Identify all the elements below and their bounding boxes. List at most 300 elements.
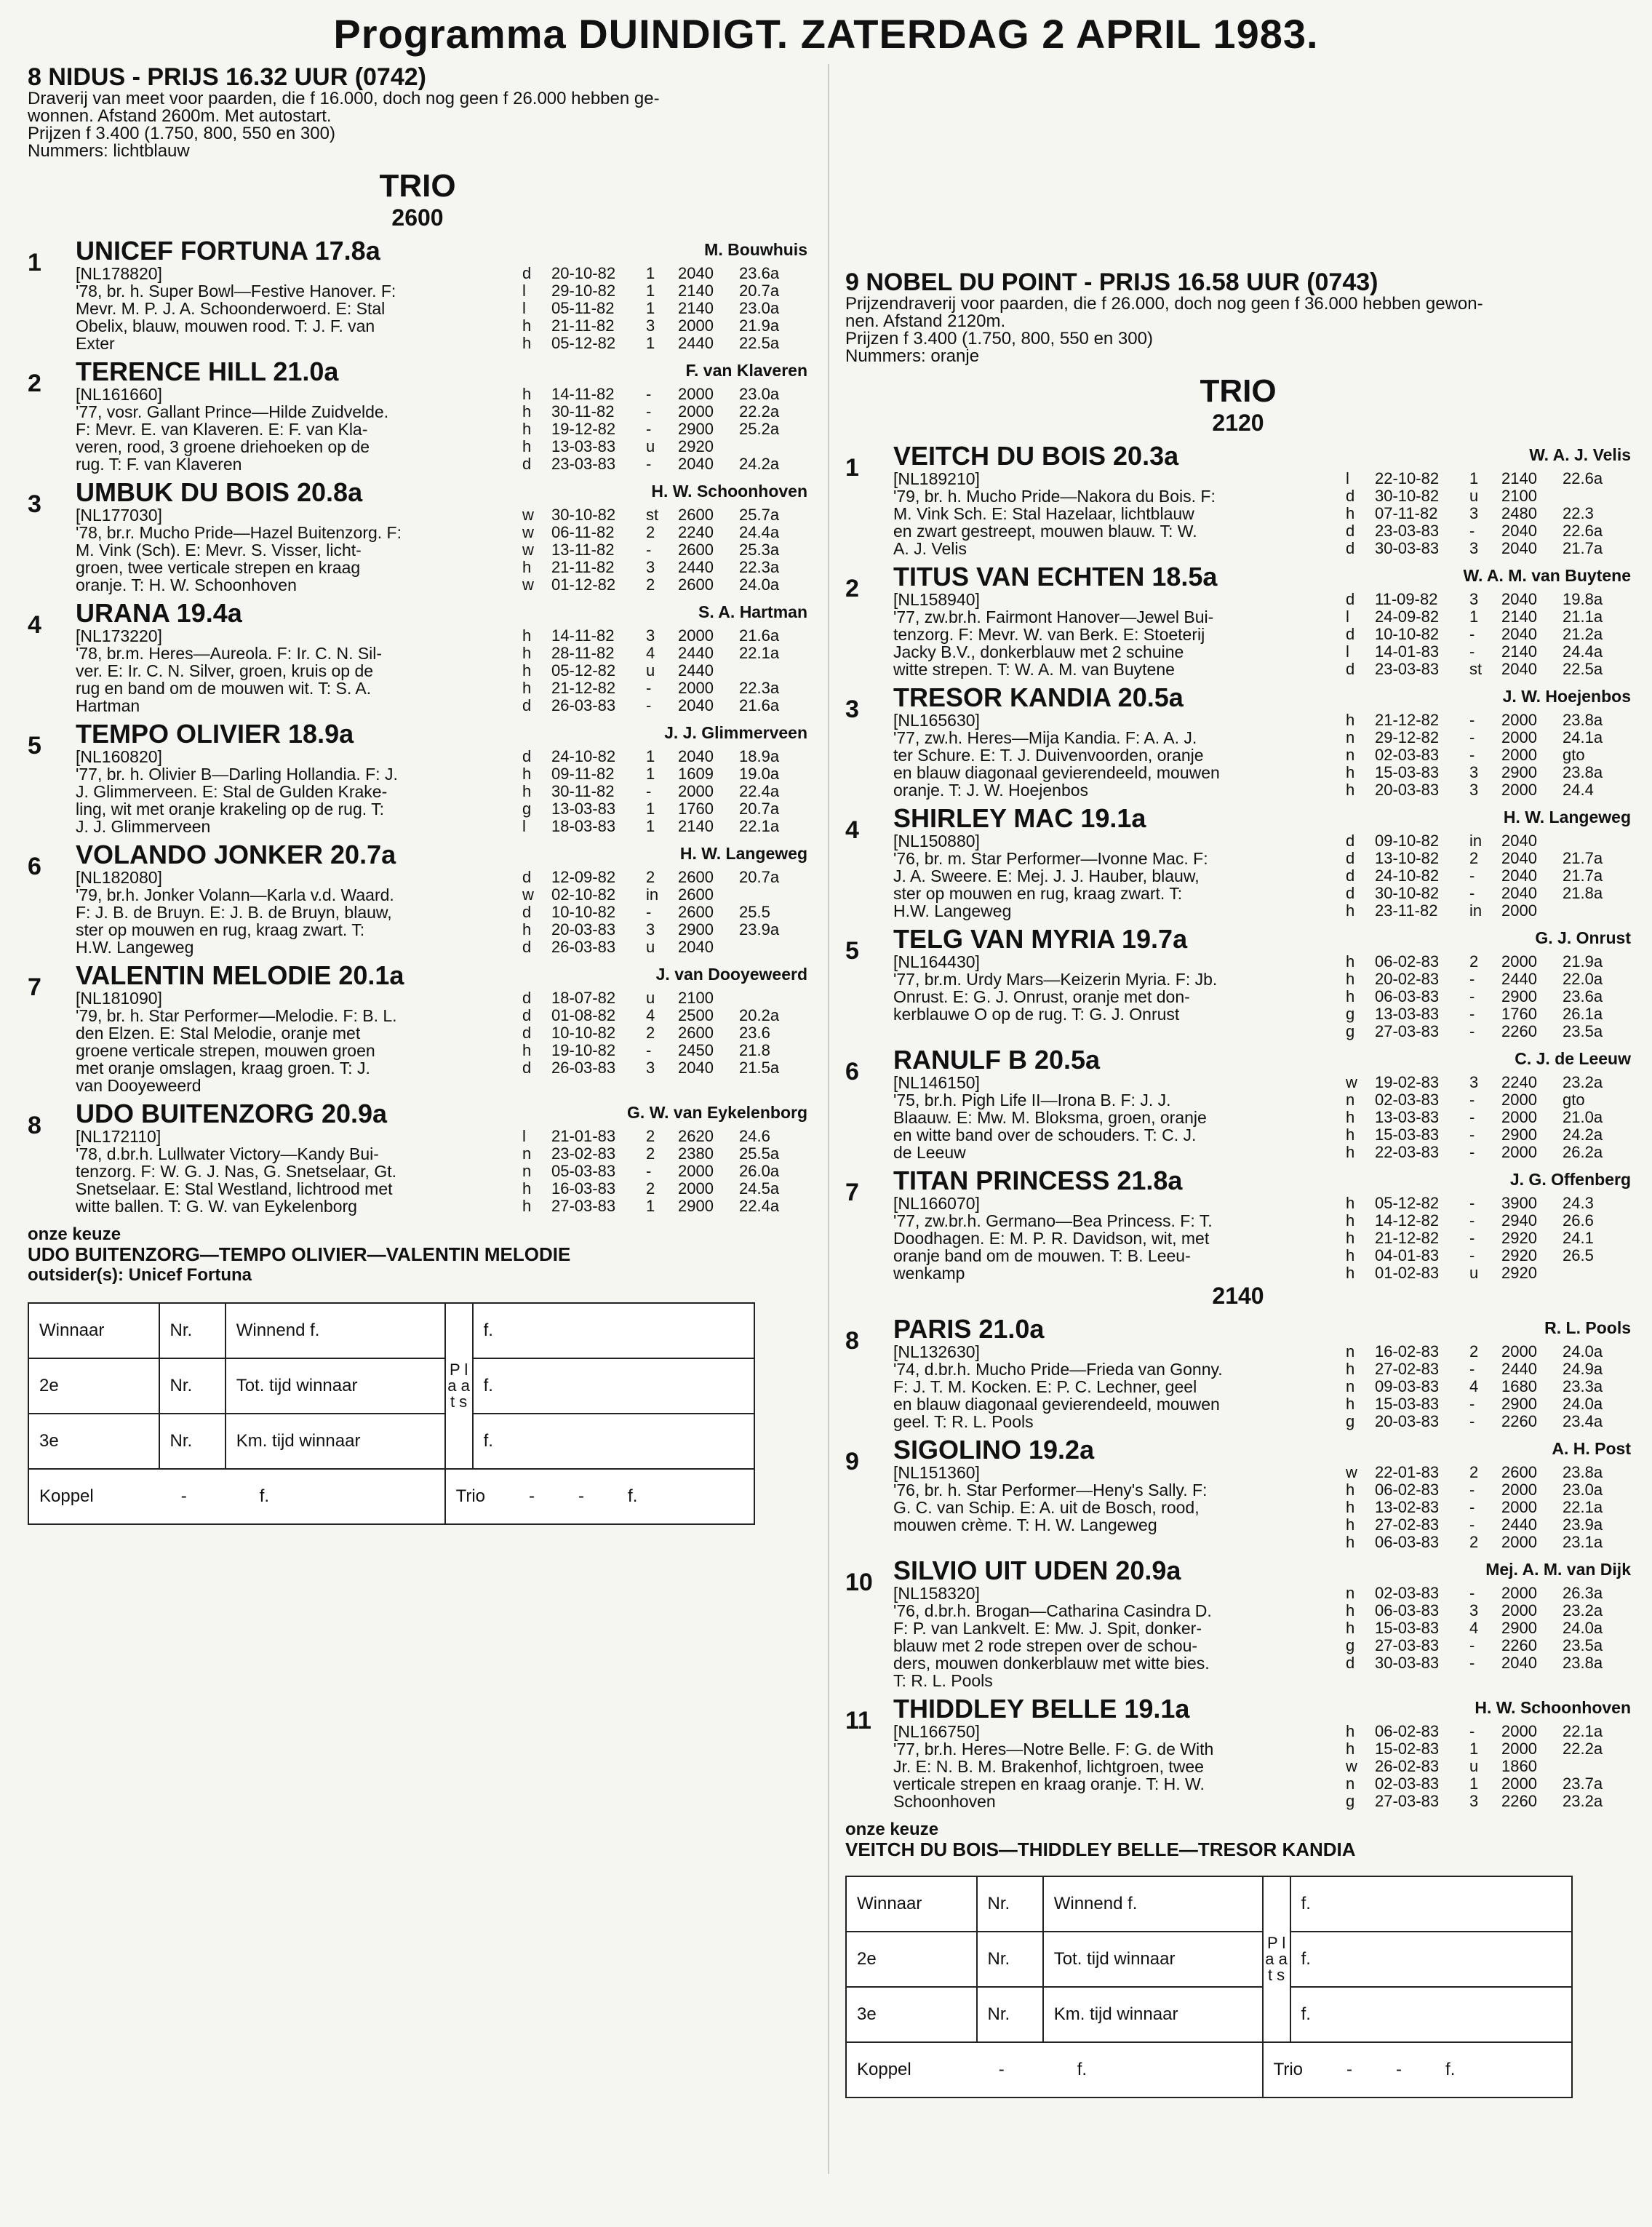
result-cell: 2040	[1501, 1654, 1537, 1672]
result-cell: 2000	[1501, 901, 1537, 920]
bet-amount: f.	[473, 1303, 754, 1358]
result-cell: 20-02-83	[1375, 970, 1440, 988]
result-cell: 2040	[678, 1059, 714, 1077]
result-cell: 2000	[1501, 1143, 1537, 1161]
result-row	[551, 576, 807, 594]
horse-entry	[845, 1557, 1631, 1689]
result-cell: 1	[1469, 1774, 1479, 1793]
result-row	[1375, 1464, 1631, 1481]
keuze-label: onze keuze	[845, 1820, 939, 1839]
result-row	[551, 1145, 807, 1163]
result-cell: 2	[1469, 849, 1479, 867]
bet-trio-part: -	[1396, 2060, 1402, 2079]
result-cell: 23.8a	[1563, 1463, 1603, 1481]
horse-info	[893, 1315, 1343, 1430]
result-cell: 20-03-83	[1375, 1412, 1440, 1430]
result-cell: 21.8a	[1563, 884, 1603, 902]
result-cell: 09-03-83	[1375, 1377, 1440, 1395]
result-cell: 02-10-82	[551, 885, 616, 904]
result-row	[1375, 1602, 1631, 1620]
result-cell: 12-09-82	[551, 868, 616, 886]
result-row	[1375, 729, 1631, 746]
result-cell: 21.7a	[1563, 849, 1603, 867]
result-cell: 2040	[1501, 832, 1537, 850]
horse-trainer: M. Bouwhuis	[704, 240, 807, 259]
bet-field: Tot. tijd winnaar	[226, 1358, 445, 1414]
result-row	[1375, 591, 1631, 608]
bet-form	[845, 1876, 1631, 2098]
horse-info	[893, 1695, 1343, 1810]
result-cell: 26-02-83	[1375, 1757, 1440, 1775]
bet-nr: Nr.	[159, 1414, 226, 1469]
horse-name: THIDDLEY BELLE 19.1a	[893, 1694, 1190, 1724]
result-cell: 24.2a	[1563, 1126, 1603, 1144]
bet-amount: f.	[1290, 1876, 1572, 1932]
horse-number: 5	[28, 732, 41, 760]
bet-field: Km. tijd winnaar	[1043, 1987, 1263, 2042]
result-cell: 23.1a	[1563, 1533, 1603, 1551]
result-row	[551, 421, 807, 438]
horse-name: SHIRLEY MAC 19.1a	[893, 803, 1146, 833]
result-cell: 3	[1469, 1792, 1479, 1810]
horse-trainer: G. J. Onrust	[1535, 928, 1631, 947]
race-9-column	[845, 269, 1631, 2098]
result-row	[1375, 867, 1631, 885]
result-cell: 2600	[678, 575, 714, 594]
result-cell: 22-10-82	[1375, 469, 1440, 487]
result-cell: 01-08-82	[551, 1006, 616, 1024]
result-row	[1375, 764, 1631, 781]
bet-form	[28, 1302, 807, 1525]
result-cell: st	[1469, 660, 1483, 678]
result-row	[551, 1128, 807, 1145]
result-cell: 2440	[1501, 970, 1537, 988]
race-description: Draverij van meet voor paarden, die f 16.000, doch nog geen f 26.000 hebben ge- wonnen. Afstand 2600m. Met autostart. Prijzen f 3.400 (1.750, 800, 550 en 300) Nummers: lichtblauw	[28, 89, 660, 161]
result-row	[1375, 470, 1631, 487]
result-cell: 2	[646, 868, 655, 886]
result-cell: 2000	[1501, 1722, 1537, 1740]
result-cell: 2040	[1501, 867, 1537, 885]
result-cell: 3	[1469, 504, 1479, 522]
result-cell: 1	[1469, 469, 1479, 487]
track-codes: d w d h d	[522, 868, 534, 956]
horse-code: [NL166070]	[893, 1194, 980, 1213]
result-cell	[1563, 1758, 1631, 1775]
horse-description: '78, br. h. Super Bowl—Festive Hanover. F: Mevr. M. P. J. A. Schoonderwoerd. E: Stal Obelix, blauw, mouwen rood. T: J. F. van Exter	[76, 282, 396, 353]
result-row	[1375, 902, 1631, 920]
result-cell: 2000	[678, 316, 714, 335]
result-cell: -	[1469, 625, 1475, 643]
result-cell	[739, 939, 807, 956]
result-row	[551, 645, 807, 662]
bet-trio-part: Trio	[455, 1486, 486, 1506]
result-cell: -	[1469, 1722, 1475, 1740]
result-cell: 13-10-82	[1375, 849, 1440, 867]
result-cell: 2100	[678, 989, 714, 1007]
result-cell	[739, 438, 807, 455]
result-cell: 21-01-83	[551, 1127, 616, 1145]
result-cell: 21.1a	[1563, 607, 1603, 626]
result-cell: -	[1469, 1091, 1475, 1109]
result-cell: 24.0a	[1563, 1395, 1603, 1413]
result-cell: 25.2a	[739, 420, 780, 438]
result-cell: 06-02-83	[1375, 952, 1440, 971]
distance-heading: 2120	[1212, 410, 1264, 436]
horse-code: [NL181090]	[76, 989, 162, 1008]
result-cell: 21.2a	[1563, 625, 1603, 643]
horse-number: 2	[28, 370, 41, 397]
bet-koppel-part: f.	[259, 1486, 270, 1506]
result-cell: 02-03-83	[1375, 1774, 1440, 1793]
horse-entry	[28, 720, 807, 835]
result-cell: 2000	[1501, 1498, 1537, 1516]
result-row	[1375, 505, 1631, 522]
horse-info	[893, 1046, 1343, 1161]
result-cell: 21.9a	[739, 316, 780, 335]
result-cell: 22.0a	[1563, 970, 1603, 988]
result-cell: 22.5a	[739, 334, 780, 352]
result-row	[551, 1024, 807, 1042]
horse-number: 1	[845, 454, 859, 482]
result-cell: 14-11-82	[551, 385, 615, 403]
result-row	[1375, 1074, 1631, 1091]
result-row	[1375, 1758, 1631, 1775]
result-cell: -	[1469, 1498, 1475, 1516]
result-row	[551, 886, 807, 904]
result-cell: 23.6a	[739, 264, 780, 282]
result-cell: 02-03-83	[1375, 1584, 1440, 1602]
bet-trio-part: f.	[1445, 2060, 1456, 2079]
result-cell: 23.2a	[1563, 1073, 1603, 1091]
result-cell: 1760	[1501, 1005, 1537, 1023]
result-cell: -	[1469, 1211, 1475, 1230]
result-cell: 24.1	[1563, 1229, 1594, 1247]
result-row	[1375, 781, 1631, 799]
result-cell: 09-10-82	[1375, 832, 1440, 850]
result-cell: u	[1469, 1264, 1479, 1282]
result-cell: 21.9a	[1563, 952, 1603, 971]
result-row	[1375, 746, 1631, 764]
result-cell: 2000	[1501, 728, 1537, 746]
result-row	[1375, 1585, 1631, 1602]
result-row	[1375, 1023, 1631, 1040]
result-cell: 2600	[678, 1024, 714, 1042]
bet-field: Winnend f.	[226, 1303, 445, 1358]
result-row	[1375, 643, 1631, 661]
result-row	[1375, 1360, 1631, 1378]
horse-info	[76, 962, 519, 1094]
result-cell: 02-03-83	[1375, 1091, 1440, 1109]
horse-name: TERENCE HILL 21.0a	[76, 356, 339, 386]
result-row	[551, 282, 807, 300]
result-cell: 24.3	[1563, 1194, 1594, 1212]
horse-info	[893, 1167, 1343, 1282]
bet-amount: f.	[1290, 1987, 1572, 2042]
bet-label: 2e	[846, 1932, 977, 1987]
horse-name: TEMPO OLIVIER 18.9a	[76, 719, 354, 749]
result-cell: 22.5a	[1563, 660, 1603, 678]
race-header: 9 NOBEL DU POINT - PRIJS 16.58 UUR (0743)	[845, 268, 1378, 296]
result-row	[551, 697, 807, 714]
bet-amount: f.	[473, 1414, 754, 1469]
result-row	[551, 559, 807, 576]
result-cell: 07-11-82	[1375, 504, 1438, 522]
result-cell: 3	[646, 920, 655, 939]
result-cell: 14-01-83	[1375, 642, 1440, 661]
result-row	[551, 783, 807, 800]
result-row	[1375, 1378, 1631, 1395]
result-cell: -	[646, 903, 652, 921]
result-row	[1375, 1109, 1631, 1126]
track-codes: h h h h d	[522, 385, 532, 473]
result-cell: 01-02-83	[1375, 1264, 1440, 1282]
horse-entry	[28, 599, 807, 714]
result-cell: 1	[646, 299, 655, 317]
result-cell: 23.0a	[739, 385, 780, 403]
horse-trainer: R. L. Pools	[1544, 1318, 1631, 1337]
result-cell: 27-02-83	[1375, 1515, 1440, 1534]
result-cell: 19-12-82	[551, 420, 616, 438]
result-row	[1375, 988, 1631, 1005]
horse-number: 8	[28, 1112, 41, 1139]
horse-trainer: J. van Dooyeweerd	[655, 965, 807, 984]
result-cell: 2240	[678, 523, 714, 541]
result-cell: -	[1469, 1395, 1475, 1413]
horse-code: [NL166750]	[893, 1722, 980, 1741]
horse-info	[893, 684, 1343, 799]
result-cell: 25.5	[739, 903, 770, 921]
result-row	[1375, 1499, 1631, 1516]
result-cell: 20-03-83	[551, 920, 616, 939]
track-codes: h h h g g	[1346, 952, 1355, 1040]
horse-trainer: H. W. Langeweg	[1503, 808, 1631, 826]
result-cell: 1609	[678, 765, 714, 783]
result-row	[551, 265, 807, 282]
horse-name: TITAN PRINCESS 21.8a	[893, 1166, 1183, 1195]
result-cell: 26-03-83	[551, 696, 616, 714]
result-cell: 2900	[678, 420, 714, 438]
horse-code: [NL165630]	[893, 711, 980, 730]
result-cell: 24.6	[739, 1127, 770, 1145]
horse-entry	[845, 1046, 1631, 1161]
result-cell: 2500	[678, 1006, 714, 1024]
result-cell: -	[646, 420, 652, 438]
horse-code: [NL178820]	[76, 264, 162, 283]
result-cell: 21.6a	[739, 626, 780, 645]
horse-description: '77, br.m. Urdy Mars—Keizerin Myria. F: Jb. Onrust. E: G. J. Onrust, oranje met don- kerblauwe O op de rug. T: G. J. Onrust	[893, 970, 1218, 1024]
result-cell: 18-07-82	[551, 989, 616, 1007]
result-row	[551, 765, 807, 783]
distance-heading-2: 2140	[1212, 1283, 1264, 1309]
horse-trainer: H. W. Schoonhoven	[651, 482, 807, 501]
result-cell: 23.8a	[1563, 1654, 1603, 1672]
result-cell: 1	[646, 282, 655, 300]
result-cell: 21.0a	[1563, 1108, 1603, 1126]
result-row	[1375, 712, 1631, 729]
horse-info	[893, 1557, 1343, 1689]
result-cell: -	[646, 541, 652, 559]
bet-trio	[445, 1469, 754, 1524]
result-cell	[739, 662, 807, 680]
result-cell: 19.0a	[739, 765, 780, 783]
result-cell: 22.6a	[1563, 469, 1603, 487]
result-cell: 06-02-83	[1375, 1722, 1440, 1740]
result-cell: u	[646, 989, 655, 1007]
result-cell: 3	[1469, 590, 1479, 608]
track-codes: h h h h h	[1346, 1194, 1355, 1282]
horse-name: UDO BUITENZORG 20.9a	[76, 1099, 388, 1128]
result-cell: 2000	[1501, 1601, 1537, 1620]
horse-trainer: C. J. de Leeuw	[1515, 1049, 1631, 1068]
result-row	[551, 541, 807, 559]
result-cell: 25.7a	[739, 506, 780, 524]
horse-trainer: A. H. Post	[1552, 1439, 1631, 1458]
result-cell: 27-02-83	[1375, 1360, 1440, 1378]
horse-description: '76, d.br.h. Brogan—Catharina Casindra D. F: P. van Lankvelt. E: Mw. J. Spit, donker- blauw met 2 rode strepen over de schou- ders, mouwen donkerblauw met witte bies. T: R. L. Pools	[893, 1601, 1212, 1690]
horse-description: '74, d.br.h. Mucho Pride—Frieda van Gonny. F: J. T. M. Kocken. E: P. C. Lechner, geel en blauw diagonaal gevierendeeld, mouwen geel. T: R. L. Pools	[893, 1360, 1223, 1431]
horse-description: '79, br.h. Jonker Volann—Karla v.d. Waard. F: J. B. de Bruyn. E: J. B. de Bruyn, blauw, ster op mouwen en rug, kraag zwart. T: H.W. Langeweg	[76, 885, 394, 957]
race-8-column	[28, 64, 807, 1525]
result-row	[551, 335, 807, 352]
result-cell: 19-02-83	[1375, 1073, 1440, 1091]
result-cell: 22.3	[1563, 504, 1594, 522]
result-cell: 19.8a	[1563, 590, 1603, 608]
result-cell: 2920	[678, 437, 714, 455]
result-cell: 4	[646, 644, 655, 662]
result-row	[551, 904, 807, 921]
result-cell: 2100	[1501, 487, 1537, 505]
result-cell: in	[1469, 832, 1483, 850]
result-cell: 15-03-83	[1375, 763, 1440, 781]
horse-entry	[845, 1167, 1631, 1282]
result-cell: 2040	[678, 696, 714, 714]
result-cell	[1563, 487, 1631, 505]
result-cell: 24.0a	[739, 575, 780, 594]
result-row	[551, 386, 807, 403]
horse-entry	[28, 841, 807, 956]
horse-info	[893, 442, 1343, 557]
result-row	[1375, 1247, 1631, 1264]
bet-nr: Nr.	[159, 1358, 226, 1414]
column-divider	[828, 64, 829, 2174]
horse-code: [NL172110]	[76, 1127, 161, 1146]
horse-number: 7	[845, 1179, 859, 1206]
result-row	[1375, 661, 1631, 678]
result-cell: -	[646, 782, 652, 800]
result-cell: 22.1a	[739, 644, 780, 662]
result-cell: 22.1a	[1563, 1498, 1603, 1516]
result-row	[1375, 1195, 1631, 1212]
result-cell: 20-10-82	[551, 264, 616, 282]
bet-koppel-part: -	[998, 2060, 1005, 2079]
result-cell: 2240	[1501, 1073, 1537, 1091]
result-cell: 26.6	[1563, 1211, 1594, 1230]
result-cell: 3	[1469, 1073, 1479, 1091]
horse-info	[893, 1436, 1343, 1551]
horse-entry	[28, 1100, 807, 1215]
result-cell: 25.5a	[739, 1144, 780, 1163]
horse-number: 5	[845, 937, 859, 965]
result-cell: 20-03-83	[1375, 781, 1440, 799]
bet-plaats: P l a a t s	[445, 1303, 473, 1469]
race-description: Prijzendraverij voor paarden, die f 26.000, doch nog geen f 36.000 hebben gewon- nen. Afstand 2120m. Prijzen f 3.400 (1.750, 800, 550 en 300) Nummers: oranje	[845, 294, 1483, 366]
result-cell: -	[1469, 746, 1475, 764]
horse-description: '79, br. h. Mucho Pride—Nakora du Bois. F: M. Vink Sch. E: Stal Hazelaar, lichtblauw en zwart gestreept, mouwen blauw. T: W. A. J. Velis	[893, 487, 1216, 558]
horse-entry	[845, 1436, 1631, 1551]
result-cell: 2	[646, 575, 655, 594]
result-cell: 30-11-82	[551, 782, 615, 800]
result-cell: 22.1a	[739, 817, 780, 835]
result-cell: 3	[1469, 763, 1479, 781]
result-cell: -	[646, 385, 652, 403]
result-cell: 30-10-82	[1375, 884, 1440, 902]
horse-info	[893, 563, 1343, 678]
bet-field: Km. tijd winnaar	[226, 1414, 445, 1469]
result-cell: 2	[1469, 1463, 1479, 1481]
track-codes: l d h d d	[1346, 469, 1355, 557]
result-cell: 15-03-83	[1375, 1619, 1440, 1637]
result-cell: 06-03-83	[1375, 1533, 1440, 1551]
result-cell: 27-03-83	[551, 1197, 616, 1215]
result-row	[551, 800, 807, 818]
result-cell: 2900	[1501, 1395, 1537, 1413]
horse-name: TELG VAN MYRIA 19.7a	[893, 924, 1188, 954]
result-cell: 2000	[678, 679, 714, 697]
result-cell: 3	[646, 1059, 655, 1077]
result-cell: 2600	[678, 885, 714, 904]
outsider-note: outsider(s): Unicef Fortuna	[28, 1265, 252, 1285]
result-cell: 2140	[678, 282, 714, 300]
result-cell: 2040	[1501, 625, 1537, 643]
result-cell: 2600	[678, 506, 714, 524]
result-cell: 24-10-82	[551, 747, 616, 765]
result-cell: 21-12-82	[551, 679, 616, 697]
result-cell: 16-03-83	[551, 1179, 616, 1198]
result-cell: 22.2a	[739, 402, 780, 421]
horse-trainer: H. W. Langeweg	[679, 844, 807, 863]
result-cell: 23-02-83	[551, 1144, 616, 1163]
result-cell: 24.1a	[1563, 728, 1603, 746]
result-row	[1375, 522, 1631, 540]
result-row	[551, 524, 807, 541]
result-cell: 1	[646, 765, 655, 783]
bet-label: 2e	[28, 1358, 159, 1414]
result-cell: 13-03-83	[551, 800, 616, 818]
result-row	[551, 1198, 807, 1215]
result-cell: 2260	[1501, 1412, 1537, 1430]
track-codes: n h h g d	[1346, 1584, 1355, 1672]
result-row	[551, 939, 807, 956]
result-cell: 2000	[1501, 1584, 1537, 1602]
result-cell: 2140	[1501, 607, 1537, 626]
result-cell: 28-11-82	[551, 644, 615, 662]
result-cell	[739, 989, 807, 1007]
bet-trio-part: -	[529, 1486, 535, 1506]
horse-name: SILVIO UIT UDEN 20.9a	[893, 1555, 1181, 1585]
result-cell: 26.5	[1563, 1246, 1594, 1264]
result-cell: 1	[1469, 1740, 1479, 1758]
result-row	[1375, 1126, 1631, 1144]
horse-number: 6	[845, 1058, 859, 1085]
result-cell: 21.8	[739, 1041, 770, 1059]
result-cell: 22.2a	[1563, 1740, 1603, 1758]
result-row	[1375, 1723, 1631, 1740]
track-codes: h h w n g	[1346, 1722, 1357, 1810]
result-row	[1375, 1005, 1631, 1023]
result-cell: 2000	[1501, 1091, 1537, 1109]
result-cell: 2	[1469, 1342, 1479, 1360]
result-cell: 23.7a	[1563, 1774, 1603, 1793]
